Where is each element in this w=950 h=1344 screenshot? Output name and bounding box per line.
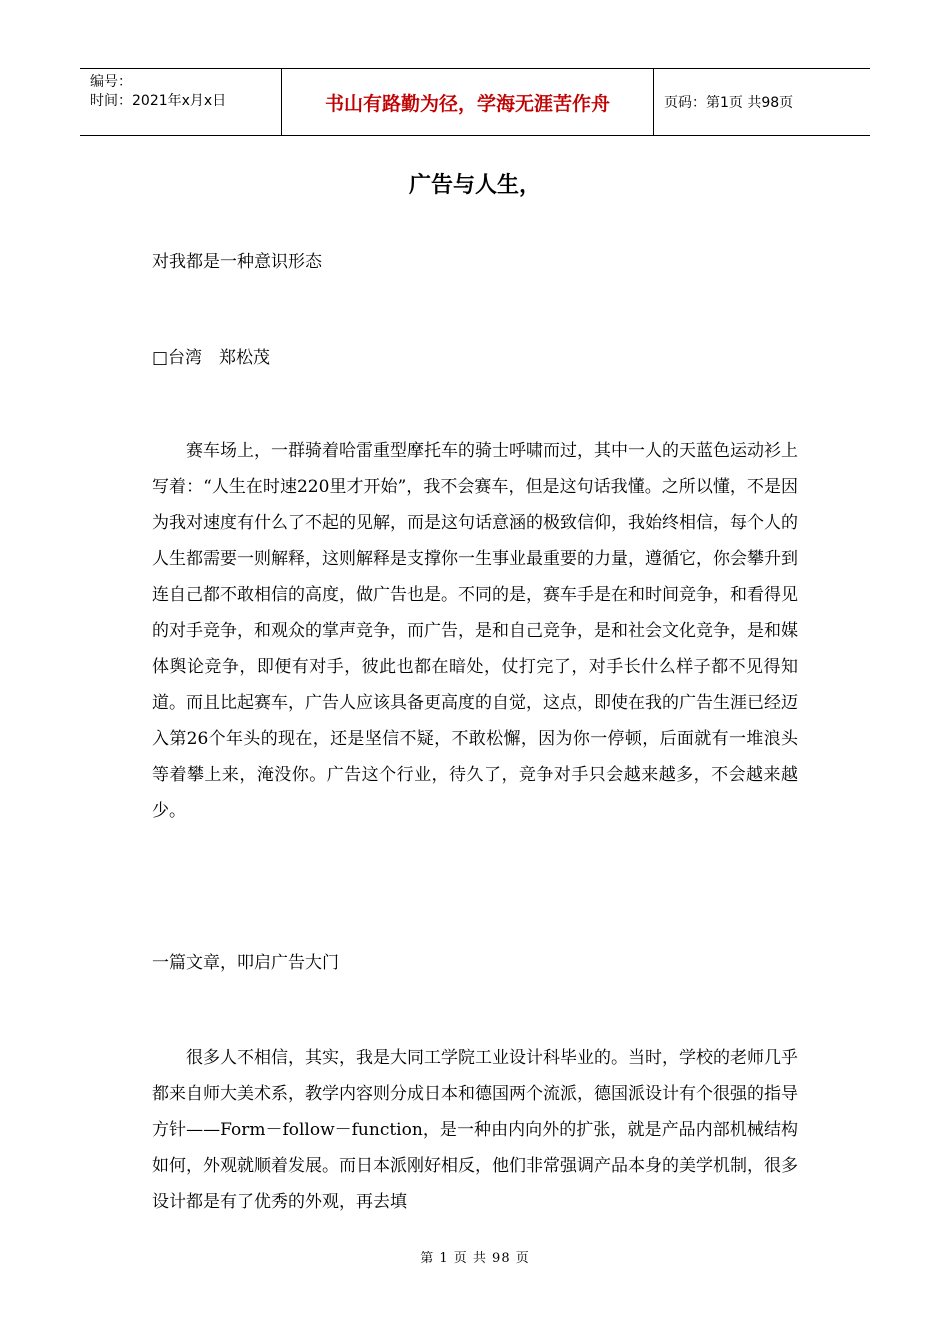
page-header [80, 68, 870, 136]
header-motto: 书山有路勤为径，学海无涯苦作舟 [282, 69, 654, 135]
header-page-info: 页码：第1页 共98页 [664, 95, 794, 111]
page-footer: 第 1 页 共 98 页 [420, 1251, 530, 1266]
paragraph-1: 赛车场上，一群骑着哈雷重型摩托车的骑士呼啸而过，其中一人的天蓝色运动衫上写着：“人生在时速220里才开始”，我不会赛车，但是这句话我懂。之所以懂，不是因为我对速度有什么了不起的见解，而是这句话意涵的极致信仰，我始终相信，每个人的人生都需要一则解释，这则解释是支撑你一生事业最重要的力量，遵循它，你会攀升到连自己都不敢相信的高度，做广告也是。不同的是，赛车手是在和时间竞争，和看得见的对手竞争，和观众的掌声竞争，而广告，是和自己竞争，是和社会文化竞争，是和媒体舆论竞争，即便有对手，彼此也都在暗处，仗打完了，对手长什么样子都不见得知道。而且比起赛车，广告人应该具备更高度的自觉，这点，即使在我的广告生涯已经迈入第26个年头的现在，还是坚信不疑，不敢松懈，因为你一停顿，后面就有一堆浪头等着攀上来，淹没你。广告这个行业，待久了，竞争对手只会越来越多，不会越来越少。 [152, 441, 798, 821]
article-title: 广告与人生， [408, 173, 541, 198]
header-meta [80, 69, 282, 135]
section-heading: 一篇文章，叩启广告大门 [152, 953, 339, 973]
paragraph-2: 很多人不相信，其实，我是大同工学院工业设计科毕业的。当时，学校的老师几乎都来自师大美术系，教学内容则分成日本和德国两个流派，德国派设计有个很强的指导方针——Form－follow－function，是一种由内向外的扩张，就是产品内部机械结构如何，外观就顺着发展。而日本派刚好相反，他们非常强调产品本身的美学机制，很多设计都是有了优秀的外观，再去填 [152, 1048, 798, 1212]
article-byline: □台湾 郑松茂 [152, 348, 271, 368]
number-label: 编号： [90, 74, 132, 90]
time-label: 时间：2021年x月x日 [90, 93, 227, 109]
article-subtitle: 对我都是一种意识形态 [152, 252, 322, 272]
